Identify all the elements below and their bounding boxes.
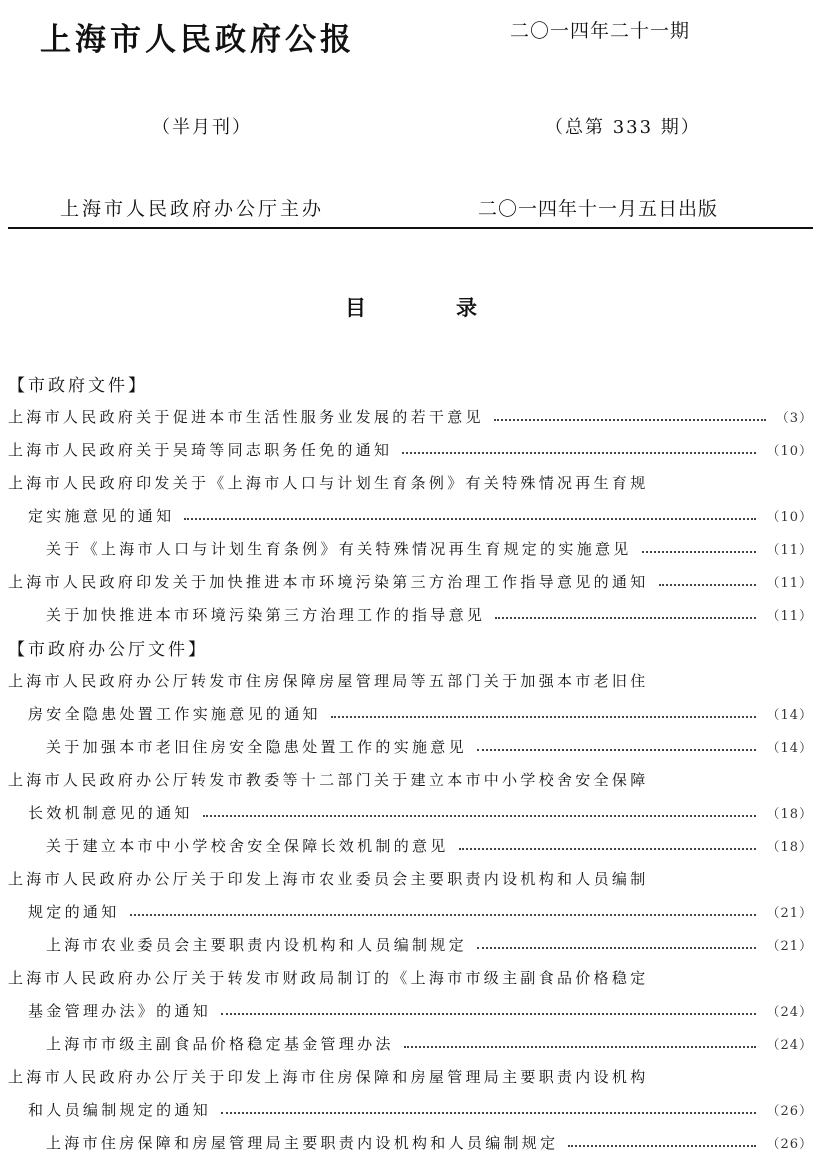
toc-entry[interactable] [8, 433, 813, 466]
dot-leader [130, 914, 757, 916]
toc-entry-title: 定实施意见的通知 [28, 507, 175, 525]
toc-entry-title: 规定的通知 [28, 903, 120, 921]
toc-page-number: （18） [766, 840, 813, 855]
toc-page-number: （26） [766, 1104, 813, 1119]
toc-heading [345, 292, 477, 322]
dot-leader [642, 551, 757, 553]
toc-entry[interactable] [8, 829, 813, 862]
table-of-contents [8, 367, 813, 1159]
toc-entry-title: 上海市住房保障和房屋管理局主要职责内设机构和人员编制规定 [46, 1134, 559, 1152]
dot-leader [402, 452, 756, 454]
toc-entry[interactable] [8, 895, 813, 928]
toc-page-number: （11） [766, 609, 813, 624]
toc-page-number: （14） [766, 708, 813, 723]
toc-entry-title: 上海市人民政府办公厅关于印发上海市农业委员会主要职责内设机构和人员编制 [8, 870, 649, 888]
toc-entry[interactable] [8, 1060, 813, 1093]
toc-section-header [8, 631, 813, 664]
dot-leader [404, 1046, 757, 1048]
dot-leader [568, 1145, 756, 1147]
dot-leader [331, 716, 757, 718]
toc-page-number: （14） [766, 741, 813, 756]
dot-leader [659, 584, 757, 586]
toc-entry-title: 和人员编制规定的通知 [28, 1101, 212, 1119]
gazette-title: 上海市人民政府公报 [40, 22, 355, 58]
header-divider [8, 227, 813, 229]
toc-entry-title: 【市政府文件】 [8, 376, 148, 396]
toc-entry[interactable] [8, 928, 813, 961]
dot-leader [184, 518, 756, 520]
dot-leader [459, 848, 757, 850]
toc-entry[interactable] [8, 565, 813, 598]
toc-entry[interactable] [8, 400, 813, 433]
toc-entry-title: 关于加强本市老旧住房安全隐患处置工作的实施意见 [46, 738, 467, 756]
dot-leader [221, 1013, 756, 1015]
issue-number: 二〇一四年二十一期 [510, 20, 691, 42]
toc-page-number: （21） [766, 939, 813, 954]
toc-entry[interactable] [8, 598, 813, 631]
toc-entry-title: 长效机制意见的通知 [28, 804, 193, 822]
toc-page-number: （24） [766, 1005, 813, 1020]
toc-entry-title: 房安全隐患处置工作实施意见的通知 [28, 705, 321, 723]
toc-entry-title: 关于加快推进本市环境污染第三方治理工作的指导意见 [46, 606, 486, 624]
toc-entry[interactable] [8, 1027, 813, 1060]
dot-leader [477, 749, 757, 751]
toc-entry[interactable] [8, 1126, 813, 1159]
toc-entry[interactable] [8, 1093, 813, 1126]
toc-heading-char-2: 录 [456, 295, 477, 320]
total-issue-number: （总第 333 期） [545, 117, 701, 138]
dot-leader [495, 617, 756, 619]
dot-leader [477, 947, 757, 949]
toc-entry[interactable] [8, 763, 813, 796]
toc-entry[interactable] [8, 961, 813, 994]
toc-entry[interactable] [8, 499, 813, 532]
toc-page-number: （3） [775, 411, 813, 426]
dot-leader [203, 815, 757, 817]
toc-page-number: （21） [766, 906, 813, 921]
toc-entry-title: 上海市人民政府印发关于《上海市人口与计划生育条例》有关特殊情况再生育规 [8, 474, 649, 492]
toc-page-number: （10） [766, 510, 813, 525]
toc-entry-title: 【市政府办公厅文件】 [8, 640, 208, 660]
toc-entry[interactable] [8, 466, 813, 499]
toc-entry-title: 上海市人民政府印发关于加快推进本市环境污染第三方治理工作指导意见的通知 [8, 573, 649, 591]
toc-entry[interactable] [8, 664, 813, 697]
dot-leader [221, 1112, 756, 1114]
toc-entry[interactable] [8, 862, 813, 895]
toc-entry-title: 基金管理办法》的通知 [28, 1002, 212, 1020]
toc-entry-title: 上海市人民政府办公厅转发市住房保障房屋管理局等五部门关于加强本市老旧住 [8, 672, 649, 690]
toc-page-number: （18） [766, 807, 813, 822]
toc-page-number: （26） [766, 1137, 813, 1152]
publish-date: 二〇一四年十一月五日出版 [478, 198, 719, 220]
toc-entry[interactable] [8, 730, 813, 763]
toc-entry[interactable] [8, 697, 813, 730]
toc-entry-title: 关于《上海市人口与计划生育条例》有关特殊情况再生育规定的实施意见 [46, 540, 632, 558]
toc-entry-title: 上海市人民政府办公厅关于印发上海市住房保障和房屋管理局主要职责内设机构 [8, 1068, 649, 1086]
toc-entry[interactable] [8, 796, 813, 829]
toc-entry-title: 上海市市级主副食品价格稳定基金管理办法 [46, 1035, 394, 1053]
publication-frequency: （半月刊） [152, 117, 252, 138]
dot-leader [494, 419, 766, 421]
toc-entry-title: 关于建立本市中小学校舍安全保障长效机制的意见 [46, 837, 449, 855]
toc-page-number: （10） [766, 444, 813, 459]
toc-entry-title: 上海市人民政府关于促进本市生活性服务业发展的若干意见 [8, 408, 484, 426]
toc-entry-title: 上海市人民政府办公厅转发市教委等十二部门关于建立本市中小学校舍安全保障 [8, 771, 649, 789]
organizer: 上海市人民政府办公厅主办 [60, 198, 325, 220]
toc-heading-char-1: 目 [345, 295, 366, 320]
toc-entry[interactable] [8, 532, 813, 565]
toc-entry[interactable] [8, 994, 813, 1027]
toc-page-number: （11） [766, 576, 813, 591]
toc-section-header [8, 367, 813, 400]
toc-entry-title: 上海市人民政府办公厅关于转发市财政局制订的《上海市市级主副食品价格稳定 [8, 969, 649, 987]
toc-entry-title: 上海市农业委员会主要职责内设机构和人员编制规定 [46, 936, 467, 954]
toc-page-number: （24） [766, 1038, 813, 1053]
toc-page-number: （11） [766, 543, 813, 558]
toc-entry-title: 上海市人民政府关于吴琦等同志职务任免的通知 [8, 441, 393, 459]
